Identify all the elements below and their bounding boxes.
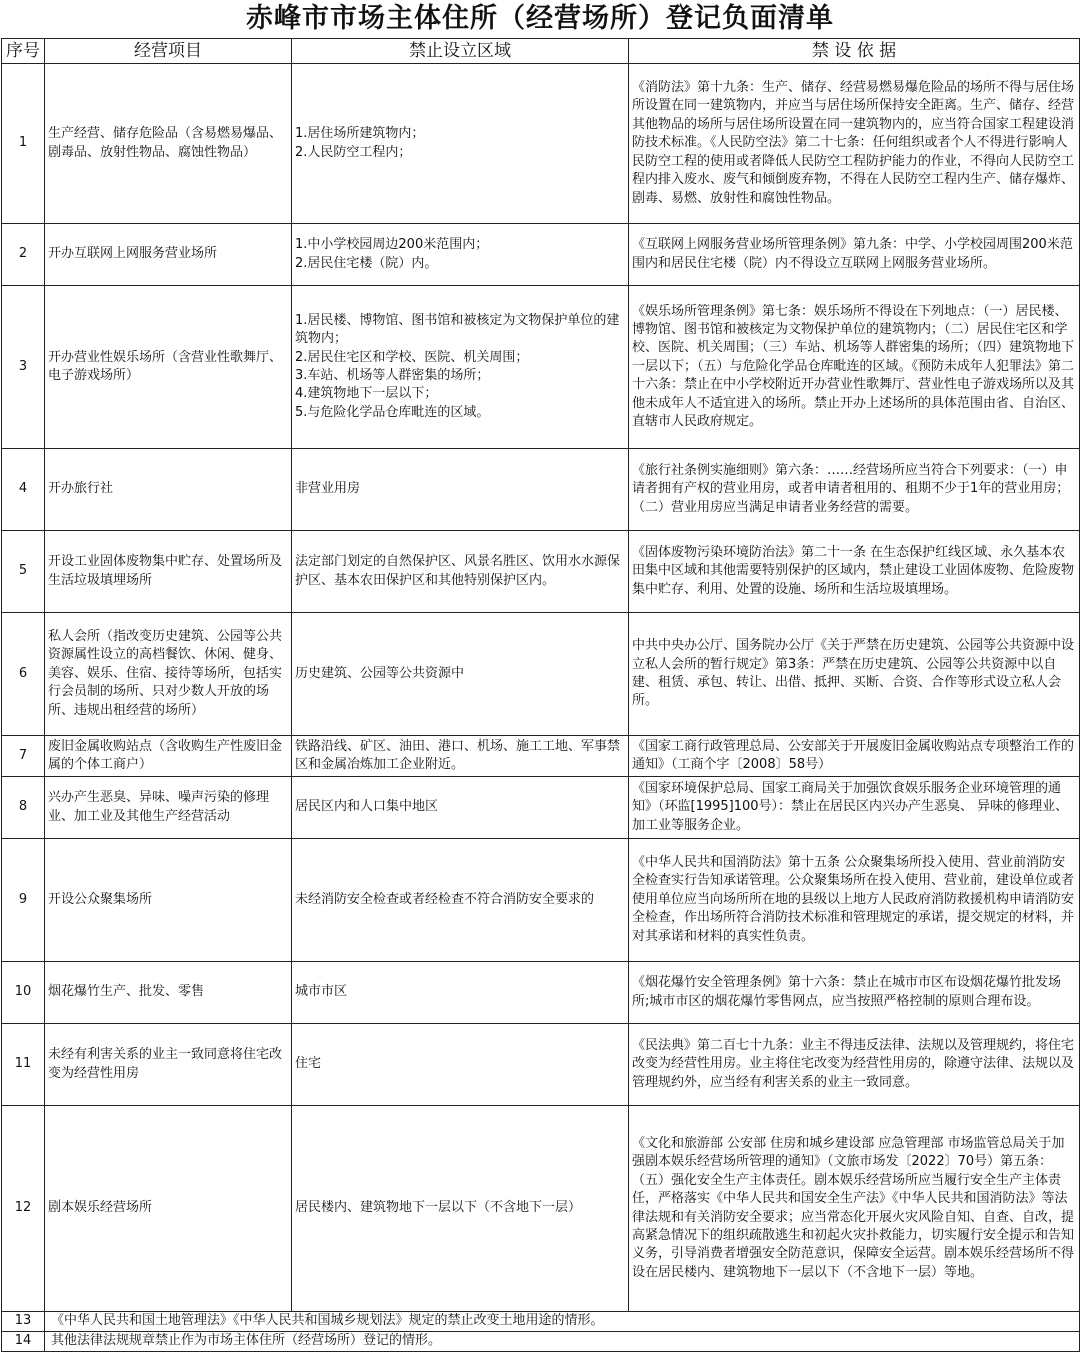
prohibited-area-line: 2.居民住宅区和学校、医院、机关周围； (295, 349, 529, 365)
business-item-cell: 烟花爆竹生产、批发、零售 (45, 962, 292, 1024)
prohibited-area-line: 法定部门划定的自然保护区、风景名胜区、饮用水水源保护区、基本农田保护区和其他特别保护区内。 (295, 554, 621, 588)
business-item-cell: 废旧金属收购站点（含收购生产性废旧金属的个体工商户） (45, 736, 292, 777)
prohibited-area-line: 2.居民住宅楼（院）内。 (295, 255, 438, 271)
business-item-cell: 开设工业固体废物集中贮存、处置场所及生活垃圾填埋场所 (45, 531, 292, 613)
table-row (2, 1332, 1080, 1352)
business-item-cell: 开设公众聚集场所 (45, 839, 292, 962)
row-number: 13 (2, 1312, 45, 1332)
prohibited-area-cell (292, 224, 629, 286)
prohibited-area-line: 4.建筑物地下一层以下； (295, 386, 438, 402)
table-row (2, 962, 1080, 1024)
prohibited-area-line: 1.居民楼、博物馆、图书馆和被核定为文物保护单位的建筑物内； (295, 312, 620, 347)
table-row (2, 64, 1080, 224)
legal-basis-cell: 中共中央办公厅、国务院办公厅《关于严禁在历史建筑、公园等公共资源中设立私人会所的暂行规定》第3条：严禁在历史建筑、公园等公共资源中以自建、租赁、承包、转让、出借、抵押、买断、合资、合作等形式设立私人会所。 (629, 613, 1080, 736)
legal-basis-cell: 《民法典》第二百七十九条：业主不得违反法律、法规以及管理规约，将住宅改变为经营性用房。业主将住宅改变为经营性用房的，除遵守法律、法规以及管理规约外，应当经有利害关系的业主一致同意。 (629, 1024, 1080, 1106)
table-row (2, 286, 1080, 449)
table-row (2, 839, 1080, 962)
legal-basis-cell: 《固体废物污染环境防治法》第二十一条 在生态保护红线区域、永久基本农田集中区域和其他需要特别保护的区域内，禁止建设工业固体废物、危险废物集中贮存、利用、处置的设施、场所和生活垃圾填埋场。 (629, 531, 1080, 613)
header-legal-basis: 禁 设 依 据 (629, 39, 1080, 64)
prohibited-area-cell (292, 1106, 629, 1312)
legal-basis-cell: 《国家工商行政管理总局、公安部关于开展废旧金属收购站点专项整治工作的通知》（工商个字〔2008〕58号） (629, 736, 1080, 777)
table-row (2, 1312, 1080, 1332)
business-item-cell: 兴办产生恶臭、异味、噪声污染的修理业、加工业及其他生产经营活动 (45, 777, 292, 839)
business-item-cell: 开办营业性娱乐场所（含营业性歌舞厅、电子游戏场所） (45, 286, 292, 449)
business-item-cell: 私人会所（指改变历史建筑、公园等公共资源属性设立的高档餐饮、休闲、健身、美容、娱乐、住宿、接待等场所，包括实行会员制的场所、只对少数人开放的场所、违规出租经营的场所） (45, 613, 292, 736)
header-business-item: 经营项目 (45, 39, 292, 64)
negative-list-table (1, 38, 1080, 1352)
prohibited-area-line: 城市市区 (295, 984, 348, 1000)
prohibited-area-line: 非营业用房 (295, 481, 361, 497)
table-header-row (2, 39, 1080, 64)
prohibited-area-cell (292, 449, 629, 531)
prohibited-area-line: 2.人民防空工程内； (295, 144, 412, 160)
legal-basis-cell: 《中华人民共和国消防法》第十五条 公众聚集场所投入使用、营业前消防安全检查实行告知承诺管理。公众聚集场所在投入使用、营业前，建设单位或者使用单位应当向场所所在地的县级以上地方人民政府消防救援机构申请消防安全检查，作出场所符合消防技术标准和管理规定的承诺，提交规定的材料，并对其承诺和材料的真实性负责。 (629, 839, 1080, 962)
legal-basis-cell: 《旅行社条例实施细则》第六条：……经营场所应当符合下列要求：（一）申请者拥有产权的营业用房，或者申请者租用的、租期不少于1年的营业用房；（二）营业用房应当满足申请者业务经营的需要。 (629, 449, 1080, 531)
prohibited-area-cell (292, 1024, 629, 1106)
header-prohibited-area: 禁止设立区域 (292, 39, 629, 64)
table-row (2, 777, 1080, 839)
prohibited-area-line: 3.车站、机场等人群密集的场所； (295, 368, 490, 383)
prohibited-area-cell (292, 839, 629, 962)
prohibited-area-line: 未经消防安全检查或者经检查不符合消防安全要求的 (295, 891, 595, 907)
legal-basis-cell: 《消防法》第十九条：生产、储存、经营易燃易爆危险品的场所不得与居住场所设置在同一建筑物内，并应当与居住场所保持安全距离。生产、储存、经营其他物品的场所与居住场所设置在同一建筑物内的，应当符合国家工程建设消防技术标准。《人民防空法》第二十七条：任何组织或者个人不得进行影响人民防空工程的使用或者降低人民防空工程防护能力的作业，不得向人民防空工程内排入废水、废气和倾倒废弃物，不得在人民防空工程内生产、储存爆炸、剧毒、易燃、放射性和腐蚀性物品。 (629, 64, 1080, 224)
legal-basis-cell: 《文化和旅游部 公安部 住房和城乡建设部 应急管理部 市场监管总局关于加强剧本娱乐经营场所管理的通知》（文旅市场发〔2022〕70号）第五条：（五）强化安全生产主体责任。剧本娱乐经营场所应当履行安全生产主体责任，严格落实《中华人民共和国安全生产法》《中华人民共和国消防法》等法律法规和有关消防安全要求；应当常态化开展火灾风险自知、自查、自改，提高紧急情况下的组织疏散逃生和初起火灾扑救能力，切实履行安全提示和告知义务，引导消费者增强安全防范意识，保障安全运营。剧本娱乐经营场所不得设在居民楼内、建筑物地下一层以下（不含地下一层）等地。 (629, 1106, 1080, 1312)
row-number: 4 (2, 449, 45, 531)
business-item-cell: 生产经营、储存危险品（含易燃易爆品、剧毒品、放射性物品、腐蚀性物品） (45, 64, 292, 224)
row-number: 7 (2, 736, 45, 777)
prohibited-area-cell (292, 286, 629, 449)
row-number: 1 (2, 64, 45, 224)
prohibited-area-line: 居民楼内、建筑物地下一层以下（不含地下一层） (295, 1200, 582, 1216)
row-number: 2 (2, 224, 45, 286)
table-row (2, 449, 1080, 531)
row-number: 6 (2, 613, 45, 736)
prohibited-area-cell (292, 736, 629, 777)
prohibited-area-cell (292, 962, 629, 1024)
business-item-cell: 开办互联网上网服务营业场所 (45, 224, 292, 286)
prohibited-area-cell (292, 64, 629, 224)
legal-basis-cell: 《互联网上网服务营业场所管理条例》第九条：中学、小学校园周围200米范围内和居民住宅楼（院）内不得设立互联网上网服务营业场所。 (629, 224, 1080, 286)
prohibited-area-line: 1.居住场所建筑物内； (295, 126, 425, 142)
header-number: 序号 (2, 39, 45, 64)
row-number: 3 (2, 286, 45, 449)
prohibited-area-line: 1.中小学校园周边200米范围内； (295, 237, 489, 253)
row-number: 12 (2, 1106, 45, 1312)
table-row (2, 1106, 1080, 1312)
legal-basis-cell: 《娱乐场所管理条例》第七条：娱乐场所不得设在下列地点：（一）居民楼、博物馆、图书馆和被核定为文物保护单位的建筑物内；（二）居民住宅区和学校、医院、机关周围；（三）车站、机场等人群密集的场所；（四）建筑物地下一层以下；（五）与危险化学品仓库毗连的区域。《预防未成年人犯罪法》第二十六条：禁止在中小学校附近开办营业性歌舞厅、营业性电子游戏场所以及其他未成年人不适宜进入的场所。禁止开办上述场所的具体范围由省、自治区、直辖市人民政府规定。 (629, 286, 1080, 449)
business-item-cell: 未经有利害关系的业主一致同意将住宅改变为经营性用房 (45, 1024, 292, 1106)
row-number: 14 (2, 1332, 45, 1352)
row-number: 9 (2, 839, 45, 962)
row-number: 5 (2, 531, 45, 613)
prohibited-area-cell (292, 531, 629, 613)
table-body (2, 64, 1080, 1352)
table-row (2, 613, 1080, 736)
legal-basis-cell: 《烟花爆竹安全管理条例》第十六条：禁止在城市市区布设烟花爆竹批发场所;城市市区的烟花爆竹零售网点，应当按照严格控制的原则合理布设。 (629, 962, 1080, 1024)
merged-row-text: 其他法律法规规章禁止作为市场主体住所（经营场所）登记的情形。 (45, 1332, 1080, 1352)
row-number: 11 (2, 1024, 45, 1106)
prohibited-area-line: 住宅 (295, 1056, 322, 1072)
table-row (2, 224, 1080, 286)
table-row (2, 531, 1080, 613)
row-number: 10 (2, 962, 45, 1024)
page-title: 赤峰市市场主体住所（经营场所）登记负面清单 (246, 3, 834, 34)
business-item-cell: 剧本娱乐经营场所 (45, 1106, 292, 1312)
prohibited-area-line: 5.与危险化学品仓库毗连的区域。 (295, 404, 490, 420)
prohibited-area-cell (292, 613, 629, 736)
table-row (2, 736, 1080, 777)
row-number: 8 (2, 777, 45, 839)
prohibited-area-line: 铁路沿线、矿区、油田、港口、机场、施工工地、军事禁区和金属冶炼加工企业附近。 (295, 738, 621, 772)
table-row (2, 1024, 1080, 1106)
merged-row-text: 《中华人民共和国土地管理法》《中华人民共和国城乡规划法》规定的禁止改变土地用途的情形。 (45, 1312, 1080, 1332)
prohibited-area-line: 居民区内和人口集中地区 (295, 799, 439, 815)
legal-basis-cell: 《国家环境保护总局、国家工商局关于加强饮食娱乐服务企业环境管理的通知》（环监[1995]100号）：禁止在居民区内兴办产生恶臭、 异味的修理业、加工业等服务企业。 (629, 777, 1080, 839)
prohibited-area-cell (292, 777, 629, 839)
business-item-cell: 开办旅行社 (45, 449, 292, 531)
prohibited-area-line: 历史建筑、公园等公共资源中 (295, 665, 465, 681)
